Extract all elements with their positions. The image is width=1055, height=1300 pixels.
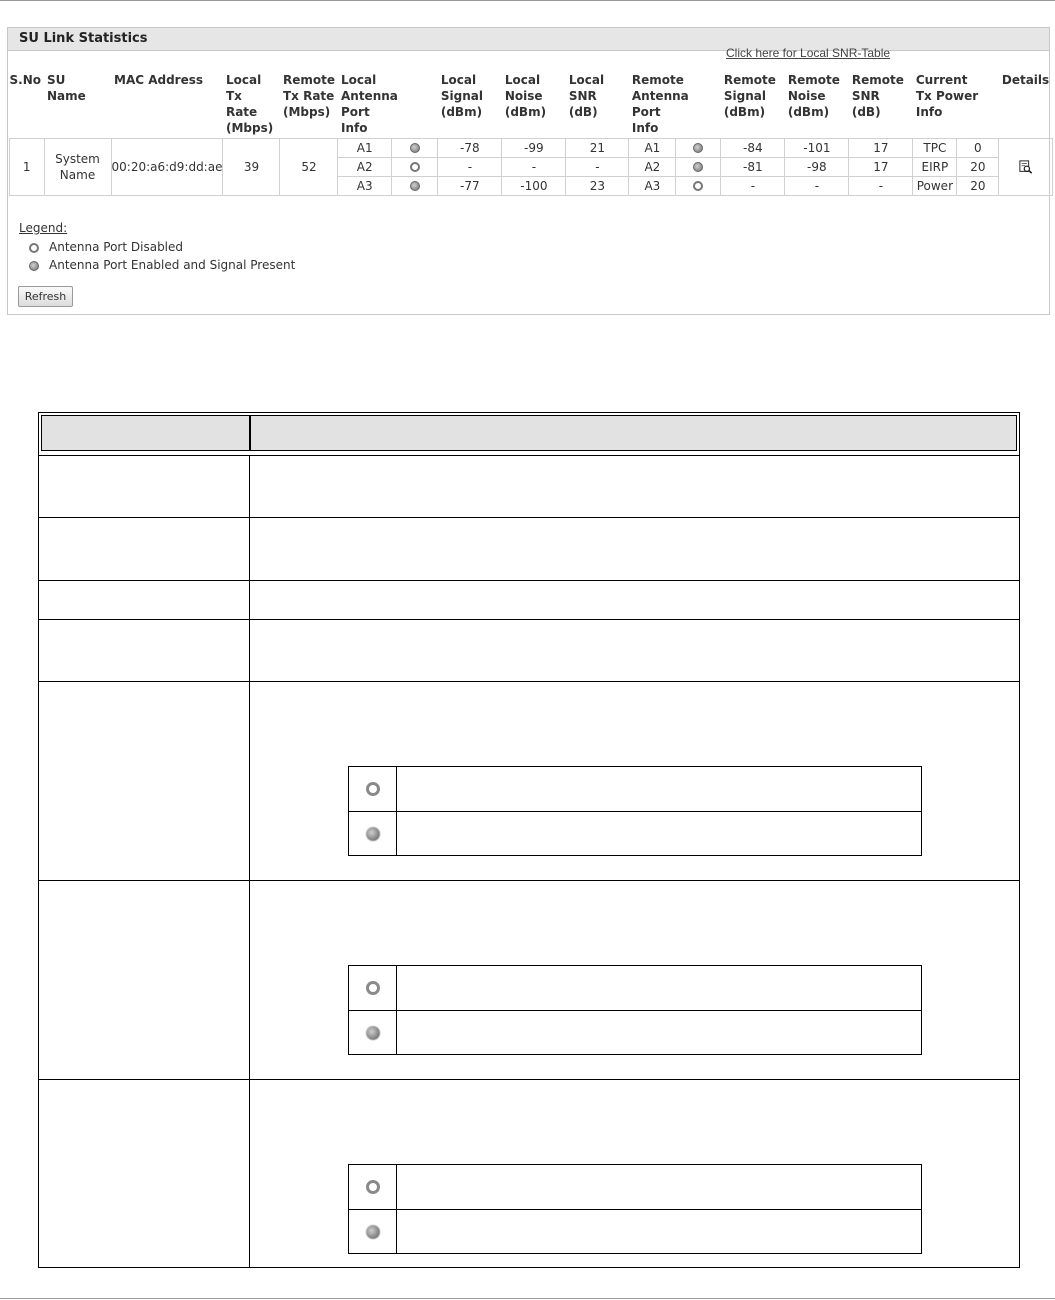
- mini-row-disabled: [349, 1165, 921, 1210]
- bottom-rule: [0, 1298, 1055, 1299]
- col-remote-tx-rate: Remote Tx Rate (Mbps): [282, 73, 335, 119]
- details-magnifier-icon[interactable]: [1019, 160, 1033, 174]
- doc-row: [39, 581, 1019, 620]
- antenna-disabled-icon: [366, 981, 380, 995]
- col-mac-address: MAC Address: [114, 73, 204, 87]
- col-details: Details: [1001, 73, 1050, 87]
- col-local-signal: Local Signal (dBm): [440, 73, 483, 119]
- cell-remote-antenna-state: [676, 158, 721, 177]
- antenna-state-mini-table: [348, 766, 922, 856]
- col-local-noise: Local Noise (dBm): [504, 73, 547, 119]
- cell-local-noise: -: [502, 158, 566, 177]
- cell-remote-antenna: A2: [629, 158, 676, 177]
- table-row: [10, 139, 1053, 158]
- cell-remote-signal: -84: [721, 139, 785, 158]
- cell-local-antenna-state: [391, 177, 437, 196]
- cell-local-signal: -77: [438, 177, 502, 196]
- cell-remote-noise: -: [785, 177, 849, 196]
- antenna-state-mini-table: [348, 1164, 922, 1254]
- cell-details: [999, 139, 1052, 196]
- top-rule: [0, 0, 1055, 1]
- parameter-description-table: [38, 412, 1020, 1268]
- cell-remote-noise: -98: [785, 158, 849, 177]
- col-current-tx-power-info: Current Tx Power Info: [915, 73, 979, 119]
- legend-disabled-label: Antenna Port Disabled: [49, 240, 184, 254]
- doc-header-cells: [41, 415, 1017, 451]
- antenna-disabled-icon: [366, 782, 380, 796]
- antenna-enabled-icon: [410, 143, 420, 153]
- cell-local-noise: -100: [502, 177, 566, 196]
- refresh-button[interactable]: Refresh: [18, 286, 73, 307]
- local-snr-table-link[interactable]: Click here for Local SNR-Table: [726, 46, 891, 60]
- col-local-tx-rate: Local Tx Rate (Mbps): [225, 73, 274, 135]
- doc-row: [39, 682, 1019, 881]
- col-remote-noise: Remote Noise (dBm): [787, 73, 840, 119]
- mini-row-disabled: [349, 966, 921, 1011]
- mini-row-enabled: [349, 1210, 921, 1254]
- cell-remote-signal: -: [721, 177, 785, 196]
- col-local-snr: Local SNR (dB): [568, 73, 605, 119]
- cell-local-antenna: A3: [338, 177, 391, 196]
- cell-local-antenna: A1: [338, 139, 391, 158]
- cell-power-value: 20: [957, 177, 999, 196]
- cell-local-signal: -78: [438, 139, 502, 158]
- cell-remote-noise: -101: [785, 139, 849, 158]
- col-local-antenna-port-info: Local Antenna Port Info: [340, 73, 398, 135]
- legend-item-enabled: [19, 256, 295, 274]
- cell-remote-signal: -81: [721, 158, 785, 177]
- panel-title: SU Link Statistics: [8, 28, 1049, 51]
- antenna-disabled-icon: [29, 243, 39, 253]
- col-sno: S.No: [9, 73, 41, 87]
- doc-row: [39, 881, 1019, 1080]
- cell-local-snr: -: [566, 158, 629, 177]
- cell-remote-antenna: A3: [629, 177, 676, 196]
- cell-remote-tx-rate: 52: [280, 139, 338, 196]
- mini-row-enabled: [349, 1011, 921, 1055]
- antenna-state-mini-table: [348, 965, 922, 1055]
- cell-remote-snr: 17: [849, 139, 913, 158]
- col-remote-snr: Remote SNR (dB): [851, 73, 904, 119]
- col-remote-antenna-port-info: Remote Antenna Port Info: [631, 73, 689, 135]
- cell-power-label: EIRP: [913, 158, 957, 177]
- cell-local-snr: 23: [566, 177, 629, 196]
- cell-power-value: 20: [957, 158, 999, 177]
- table-header-row: [10, 70, 1053, 139]
- cell-mac-address: 00:20:a6:d9:dd:ae: [111, 139, 223, 196]
- antenna-disabled-icon: [366, 1180, 380, 1194]
- cell-power-label: Power: [913, 177, 957, 196]
- mini-row-enabled: [349, 812, 921, 856]
- antenna-enabled-icon: [693, 143, 703, 153]
- cell-local-antenna: A2: [338, 158, 391, 177]
- doc-row: [39, 455, 1019, 518]
- doc-row: [39, 1080, 1019, 1267]
- legend-enabled-label: Antenna Port Enabled and Signal Present: [49, 258, 296, 272]
- cell-local-signal: -: [438, 158, 502, 177]
- cell-power-label: TPC: [913, 139, 957, 158]
- cell-su-name: System Name: [44, 139, 111, 196]
- doc-header-divider: [249, 416, 251, 450]
- antenna-enabled-icon: [693, 162, 703, 172]
- cell-local-antenna-state: [391, 158, 437, 177]
- legend-title: Legend:: [19, 221, 68, 235]
- col-su-name: SU Name: [47, 73, 86, 103]
- cell-power-value: 0: [957, 139, 999, 158]
- cell-remote-antenna-state: [676, 177, 721, 196]
- cell-local-noise: -99: [502, 139, 566, 158]
- cell-local-antenna-state: [391, 139, 437, 158]
- cell-remote-snr: 17: [849, 158, 913, 177]
- legend: [19, 221, 295, 274]
- cell-remote-antenna: A1: [629, 139, 676, 158]
- cell-sno: 1: [10, 139, 45, 196]
- cell-local-snr: 21: [566, 139, 629, 158]
- mini-row-disabled: [349, 767, 921, 812]
- legend-item-disabled: [19, 238, 295, 256]
- antenna-disabled-icon: [410, 162, 420, 172]
- antenna-enabled-icon: [366, 1225, 380, 1239]
- su-link-statistics-table: [9, 70, 1053, 196]
- cell-remote-antenna-state: [676, 139, 721, 158]
- doc-row: [39, 518, 1019, 581]
- cell-local-tx-rate: 39: [223, 139, 280, 196]
- antenna-enabled-icon: [366, 1026, 380, 1040]
- col-remote-signal: Remote Signal (dBm): [723, 73, 776, 119]
- antenna-disabled-icon: [693, 181, 703, 191]
- doc-row: [39, 620, 1019, 682]
- antenna-enabled-icon: [29, 261, 39, 271]
- cell-remote-snr: -: [849, 177, 913, 196]
- antenna-enabled-icon: [366, 827, 380, 841]
- doc-header-row: [39, 413, 1019, 455]
- antenna-enabled-icon: [410, 181, 420, 191]
